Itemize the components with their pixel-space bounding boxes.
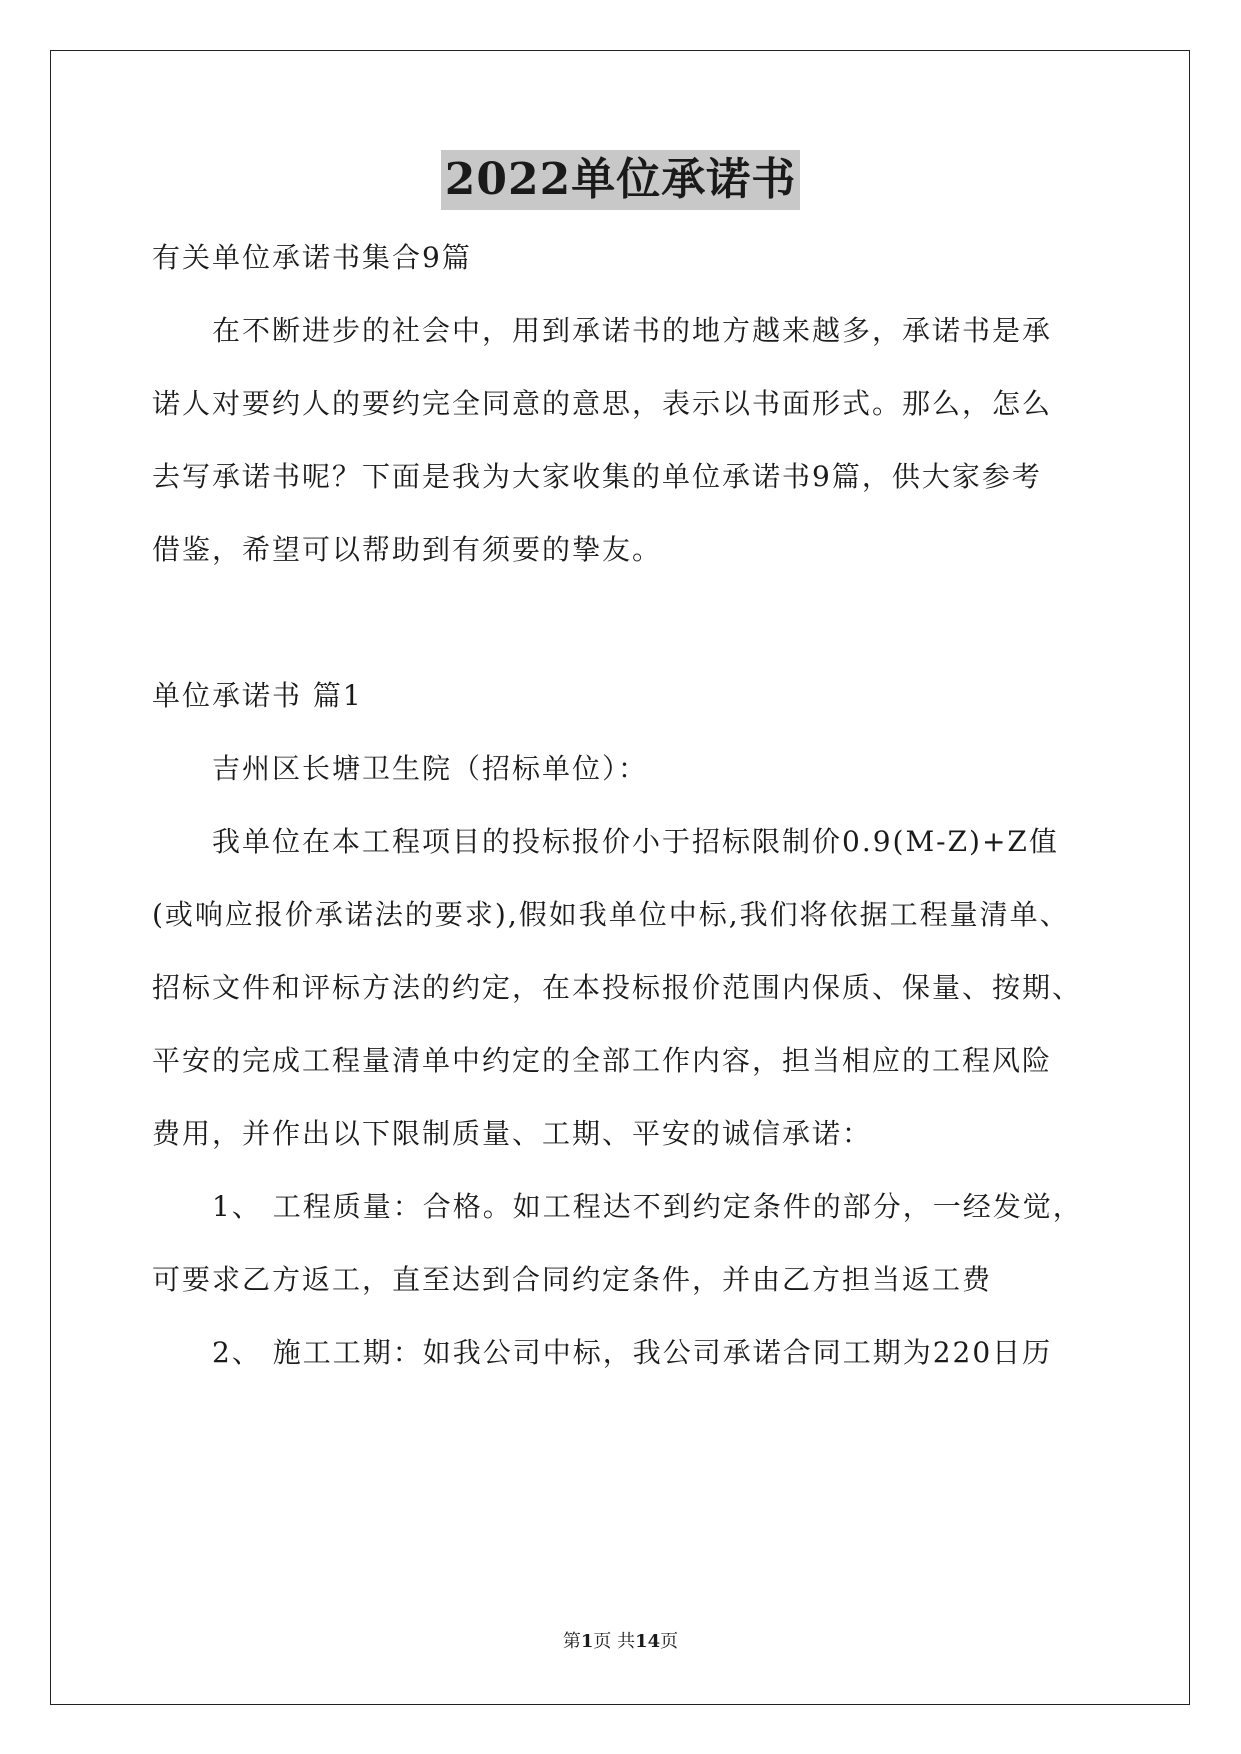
paragraph-line: 费用，并作出以下限制质量、工期、平安的诚信承诺： xyxy=(152,1117,873,1150)
list-item-line: 1、 工程质量：合格。如工程达不到约定条件的部分，一经发觉， xyxy=(212,1190,1083,1223)
paragraph-line: 去写承诺书呢？下面是我为大家收集的单位承诺书9篇，供大家参考 xyxy=(152,460,1042,493)
paragraph-line: 借鉴，希望可以帮助到有须要的挚友。 xyxy=(152,533,663,566)
paragraph-line: 我单位在本工程项目的投标报价小于招标限制价0.9(M-Z)+Z值 xyxy=(212,825,1059,858)
title-container xyxy=(0,150,1241,210)
paragraph-line: 招标文件和评标方法的约定，在本投标报价范围内保质、保量、按期、 xyxy=(152,971,1083,1004)
list-item-line: 可要求乙方返工，直至达到合同约定条件，并由乙方担当返工费 xyxy=(152,1263,993,1296)
section-heading: 单位承诺书 篇1 xyxy=(152,679,363,712)
page-footer xyxy=(0,1630,1241,1654)
list-item-line: 2、 施工工期：如我公司中标，我公司承诺合同工期为220日历 xyxy=(212,1336,1053,1369)
paragraph-line: 诺人对要约人的要约完全同意的意思，表示以书面形式。那么，怎么 xyxy=(152,387,1053,420)
footer-mid: 页 共 xyxy=(593,1631,636,1652)
footer-suffix: 页 xyxy=(660,1631,679,1652)
page-border xyxy=(50,50,1190,1705)
paragraph-line: 在不断进步的社会中，用到承诺书的地方越来越多，承诺书是承 xyxy=(212,314,1053,347)
document-title: 2022单位承诺书 xyxy=(441,150,800,210)
paragraph-line: (或响应报价承诺法的要求),假如我单位中标,我们将依据工程量清单、 xyxy=(152,898,1070,931)
paragraph-line: 平安的完成工程量清单中约定的全部工作内容，担当相应的工程风险 xyxy=(152,1044,1053,1077)
total-page-number: 14 xyxy=(635,1631,661,1652)
paragraph-line: 吉州区长塘卫生院（招标单位）： xyxy=(212,752,649,785)
footer-prefix: 第 xyxy=(562,1631,581,1652)
current-page-number: 1 xyxy=(580,1631,594,1652)
document-subtitle: 有关单位承诺书集合9篇 xyxy=(152,241,472,274)
